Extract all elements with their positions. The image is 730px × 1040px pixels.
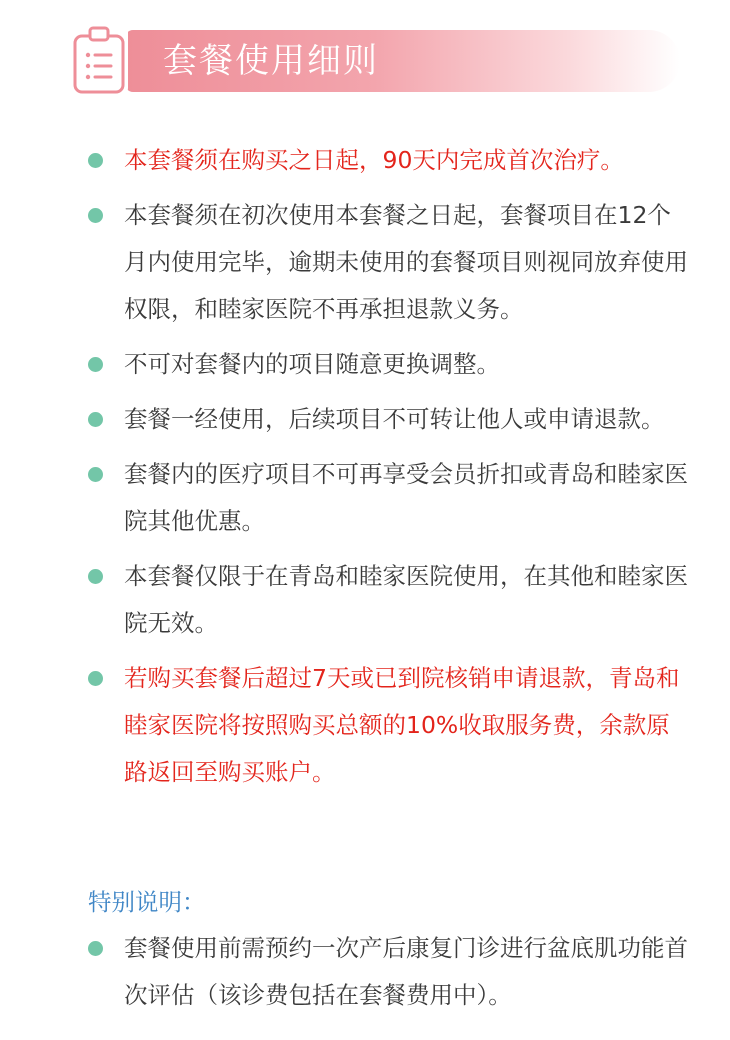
bullet-dot	[88, 569, 103, 584]
rule-text: 不可对套餐内的项目随意更换调整。	[124, 350, 500, 378]
rule-text: 本套餐须在购买之日起，90天内完成首次治疗。	[124, 146, 624, 174]
rule-text: 套餐一经使用，后续项目不可转让他人或申请退款。	[124, 405, 665, 433]
special-note-title: 特别说明：	[88, 888, 206, 916]
page-title: 套餐使用细则	[163, 41, 379, 81]
list-item	[88, 192, 688, 333]
list-item	[88, 137, 688, 184]
bullet-dot	[88, 941, 103, 956]
list-item	[88, 451, 688, 545]
list-item	[88, 396, 688, 443]
title-banner	[125, 30, 680, 92]
rule-text: 若购买套餐后超过7天或已到院核销申请退款，青岛和睦家医院将按照购买总额的10%收取服务费，余款原路返回至购买账户。	[124, 664, 680, 786]
rules-list	[88, 137, 688, 804]
note-text: 套餐使用前需预约一次产后康复门诊进行盆底肌功能首次评估（该诊费包括在套餐费用中）。	[124, 934, 688, 1009]
list-item	[88, 655, 688, 796]
list-item	[88, 553, 688, 647]
bullet-dot	[88, 467, 103, 482]
list-item	[88, 341, 688, 388]
bullet-dot	[88, 412, 103, 427]
rule-text: 套餐内的医疗项目不可再享受会员折扣或青岛和睦家医院其他优惠。	[124, 460, 688, 535]
bullet-dot	[88, 208, 103, 223]
bullet-dot	[88, 153, 103, 168]
list-item	[88, 925, 688, 1019]
section-header	[70, 22, 680, 100]
special-note-list	[88, 925, 688, 1027]
clipboard-icon	[70, 22, 128, 98]
rule-text: 本套餐仅限于在青岛和睦家医院使用，在其他和睦家医院无效。	[124, 562, 688, 637]
bullet-dot	[88, 671, 103, 686]
rule-text: 本套餐须在初次使用本套餐之日起，套餐项目在12个月内使用完毕，逾期未使用的套餐项目则视同放弃使用权限，和睦家医院不再承担退款义务。	[124, 201, 688, 323]
bullet-dot	[88, 357, 103, 372]
